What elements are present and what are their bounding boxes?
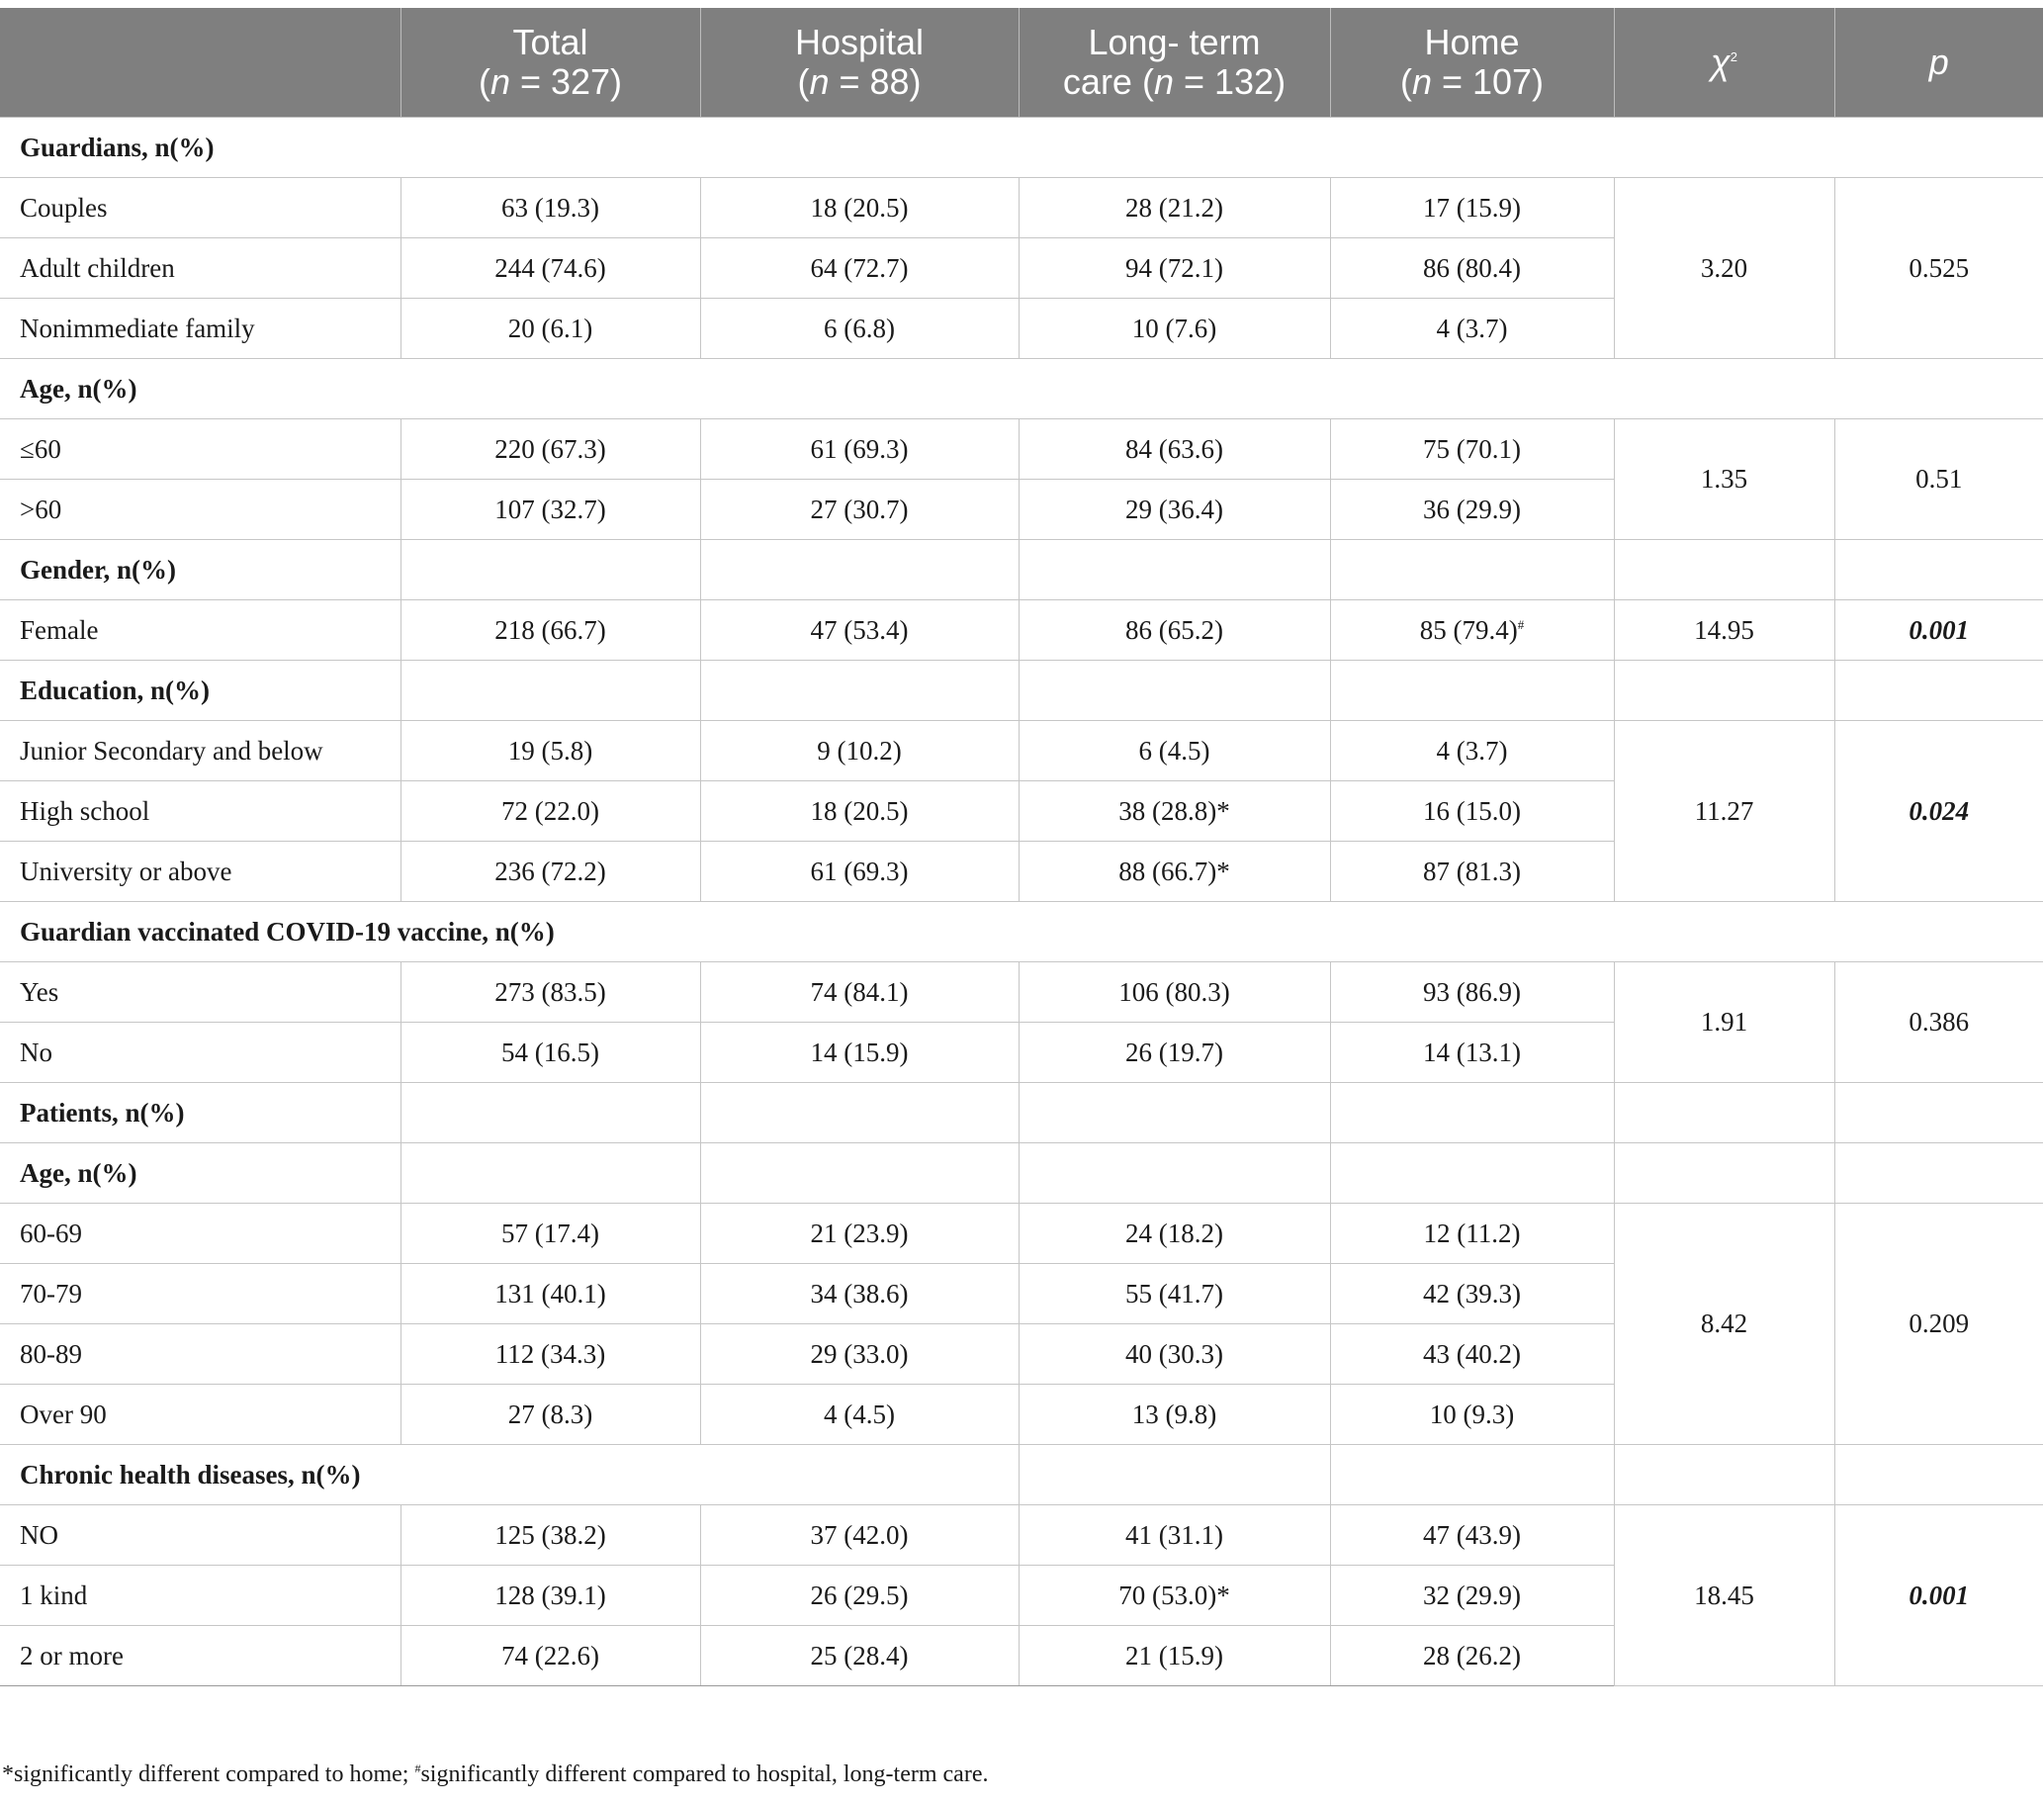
header-total-line1: Total	[512, 22, 588, 62]
row-label: 1 kind	[0, 1566, 400, 1626]
cell-empty	[1834, 1143, 2043, 1204]
cell-total: 74 (22.6)	[400, 1626, 700, 1686]
header-hospital-line2	[707, 62, 1013, 102]
cell-home: 16 (15.0)	[1330, 781, 1614, 842]
cell-total: 273 (83.5)	[400, 962, 700, 1023]
table-row	[0, 540, 2043, 600]
row-label: No	[0, 1023, 400, 1083]
row-label: Guardians, n(%)	[0, 118, 1330, 178]
header-chi-square	[1614, 8, 1834, 118]
header-row	[0, 8, 2043, 118]
cell-hospital: 37 (42.0)	[700, 1505, 1019, 1566]
header-ltc-line2	[1025, 62, 1324, 102]
cell-ltc: 28 (21.2)	[1019, 178, 1330, 238]
row-label: Patients, n(%)	[0, 1083, 400, 1143]
cell-home: 4 (3.7)	[1330, 721, 1614, 781]
cell-p-value: 0.001	[1834, 600, 2043, 661]
cell-ltc: 21 (15.9)	[1019, 1626, 1330, 1686]
cell-empty	[1614, 1083, 1834, 1143]
cell-total: 218 (66.7)	[400, 600, 700, 661]
header-hospital-n: n	[809, 61, 830, 102]
cell-total: 220 (67.3)	[400, 419, 700, 480]
cell-empty	[1019, 540, 1330, 600]
header-hospital-line1: Hospital	[794, 22, 925, 62]
cell-p-value: 0.209	[1834, 1204, 2043, 1445]
cell-hospital: 61 (69.3)	[700, 419, 1019, 480]
cell-total: 112 (34.3)	[400, 1324, 700, 1385]
cell-empty	[1614, 540, 1834, 600]
cell-empty	[700, 1083, 1019, 1143]
row-label: NO	[0, 1505, 400, 1566]
cell-ltc: 88 (66.7)*	[1019, 842, 1330, 902]
cell-home: 14 (13.1)	[1330, 1023, 1614, 1083]
row-label: 60-69	[0, 1204, 400, 1264]
row-label: Age, n(%)	[0, 1143, 400, 1204]
header-long-term-care	[1019, 8, 1330, 118]
table-row	[0, 1505, 2043, 1566]
table-body	[0, 118, 2043, 1686]
cell-ltc: 106 (80.3)	[1019, 962, 1330, 1023]
cell-empty	[400, 1083, 700, 1143]
cell-p-value: 0.525	[1834, 178, 2043, 359]
row-blank	[1330, 118, 2043, 178]
cell-hospital: 64 (72.7)	[700, 238, 1019, 299]
cell-home: 28 (26.2)	[1330, 1626, 1614, 1686]
cell-chi-square: 14.95	[1614, 600, 1834, 661]
cell-empty	[1330, 1445, 1614, 1505]
cell-home: 32 (29.9)	[1330, 1566, 1614, 1626]
cell-hospital: 29 (33.0)	[700, 1324, 1019, 1385]
cell-empty	[1330, 540, 1614, 600]
table-row	[0, 419, 2043, 480]
cell-total: 72 (22.0)	[400, 781, 700, 842]
cell-home: 75 (70.1)	[1330, 419, 1614, 480]
cell-empty	[1019, 1083, 1330, 1143]
cell-hospital: 61 (69.3)	[700, 842, 1019, 902]
row-label: High school	[0, 781, 400, 842]
header-home-n: n	[1411, 61, 1432, 102]
row-label: Chronic health diseases, n(%)	[0, 1445, 1019, 1505]
cell-ltc: 94 (72.1)	[1019, 238, 1330, 299]
cell-home: 87 (81.3)	[1330, 842, 1614, 902]
cell-chi-square: 8.42	[1614, 1204, 1834, 1445]
header-total-n: n	[489, 61, 510, 102]
cell-total: 125 (38.2)	[400, 1505, 700, 1566]
cell-hospital: 25 (28.4)	[700, 1626, 1019, 1686]
cell-empty	[1330, 1143, 1614, 1204]
cell-total: 107 (32.7)	[400, 480, 700, 540]
cell-ltc: 40 (30.3)	[1019, 1324, 1330, 1385]
table-row	[0, 661, 2043, 721]
row-label: ≤60	[0, 419, 400, 480]
table-row	[0, 1204, 2043, 1264]
table-row	[0, 178, 2043, 238]
table-row	[0, 1445, 2043, 1505]
table-row	[0, 600, 2043, 661]
row-label: 80-89	[0, 1324, 400, 1385]
row-label: Education, n(%)	[0, 661, 400, 721]
cell-p-value: 0.386	[1834, 962, 2043, 1083]
row-label: Female	[0, 600, 400, 661]
table-row	[0, 721, 2043, 781]
row-label: University or above	[0, 842, 400, 902]
cell-ltc: 84 (63.6)	[1019, 419, 1330, 480]
header-hospital-open: (	[797, 61, 810, 102]
table-footnote	[2, 1761, 2039, 1788]
footnote-part1: *significantly different compared to home;	[2, 1761, 415, 1787]
header-chi-superscript: 2	[1730, 49, 1737, 64]
cell-hospital: 34 (38.6)	[700, 1264, 1019, 1324]
cell-total: 236 (72.2)	[400, 842, 700, 902]
row-label: Gender, n(%)	[0, 540, 400, 600]
cell-total: 19 (5.8)	[400, 721, 700, 781]
cell-total: 54 (16.5)	[400, 1023, 700, 1083]
cell-ltc: 70 (53.0)*	[1019, 1566, 1330, 1626]
cell-home: 47 (43.9)	[1330, 1505, 1614, 1566]
header-home-open: (	[1399, 61, 1412, 102]
header-ltc-n: n	[1153, 61, 1174, 102]
header-home-count: = 107)	[1431, 61, 1545, 102]
cell-ltc: 24 (18.2)	[1019, 1204, 1330, 1264]
row-label: Nonimmediate family	[0, 299, 400, 359]
header-ltc-open: care (	[1062, 61, 1154, 102]
table-row	[0, 902, 2043, 962]
cell-empty	[700, 540, 1019, 600]
cell-hospital: 47 (53.4)	[700, 600, 1019, 661]
cell-empty	[1614, 661, 1834, 721]
cell-total: 131 (40.1)	[400, 1264, 700, 1324]
cell-chi-square: 11.27	[1614, 721, 1834, 902]
cell-chi-square: 1.35	[1614, 419, 1834, 540]
cell-empty	[1019, 661, 1330, 721]
cell-empty	[1614, 1445, 1834, 1505]
header-hospital-count: = 88)	[829, 61, 922, 102]
header-home-line1: Home	[1424, 22, 1520, 62]
footnote-superscript: #	[414, 1761, 421, 1775]
cell-p-value: 0.001	[1834, 1505, 2043, 1686]
cell-empty	[1614, 1143, 1834, 1204]
row-label: 70-79	[0, 1264, 400, 1324]
cell-empty	[1330, 661, 1614, 721]
cell-empty	[700, 661, 1019, 721]
cell-hospital: 27 (30.7)	[700, 480, 1019, 540]
cell-home: 36 (29.9)	[1330, 480, 1614, 540]
row-label: >60	[0, 480, 400, 540]
cell-home: 86 (80.4)	[1330, 238, 1614, 299]
cell-hospital: 21 (23.9)	[700, 1204, 1019, 1264]
cell-empty	[1019, 1445, 1330, 1505]
row-label: Yes	[0, 962, 400, 1023]
header-total-count: = 327)	[509, 61, 623, 102]
cell-ltc: 26 (19.7)	[1019, 1023, 1330, 1083]
cell-ltc: 38 (28.8)*	[1019, 781, 1330, 842]
cell-home: 42 (39.3)	[1330, 1264, 1614, 1324]
cell-p-value: 0.024	[1834, 721, 2043, 902]
header-ltc-line1: Long- term	[1088, 22, 1261, 62]
header-chi-symbol: χ	[1711, 42, 1731, 82]
cell-ltc: 55 (41.7)	[1019, 1264, 1330, 1324]
cell-hospital: 9 (10.2)	[700, 721, 1019, 781]
header-hospital	[700, 8, 1019, 118]
header-total	[400, 8, 700, 118]
cell-total: 27 (8.3)	[400, 1385, 700, 1445]
header-total-open: (	[478, 61, 490, 102]
row-label: Age, n(%)	[0, 359, 2043, 419]
characteristics-table	[0, 8, 2043, 1686]
cell-home: 12 (11.2)	[1330, 1204, 1614, 1264]
cell-home: 4 (3.7)	[1330, 299, 1614, 359]
table-row	[0, 359, 2043, 419]
cell-p-value: 0.51	[1834, 419, 2043, 540]
cell-hospital: 6 (6.8)	[700, 299, 1019, 359]
cell-ltc: 6 (4.5)	[1019, 721, 1330, 781]
row-label: Guardian vaccinated COVID-19 vaccine, n(%)	[0, 902, 2043, 962]
cell-ltc: 13 (9.8)	[1019, 1385, 1330, 1445]
row-label: 2 or more	[0, 1626, 400, 1686]
footnote-part2: significantly different compared to hospital, long-term care.	[420, 1761, 989, 1787]
cell-chi-square: 1.91	[1614, 962, 1834, 1083]
row-label: Adult children	[0, 238, 400, 299]
cell-ltc: 10 (7.6)	[1019, 299, 1330, 359]
cell-ltc: 41 (31.1)	[1019, 1505, 1330, 1566]
cell-empty	[1019, 1143, 1330, 1204]
table-row	[0, 962, 2043, 1023]
row-label: Over 90	[0, 1385, 400, 1445]
cell-home: 17 (15.9)	[1330, 178, 1614, 238]
cell-hospital: 18 (20.5)	[700, 178, 1019, 238]
header-total-line2	[407, 62, 694, 102]
cell-home: 93 (86.9)	[1330, 962, 1614, 1023]
table-row	[0, 1143, 2043, 1204]
header-home-line2	[1337, 62, 1608, 102]
header-blank	[0, 8, 400, 118]
cell-empty	[1834, 540, 2043, 600]
cell-hospital: 4 (4.5)	[700, 1385, 1019, 1445]
cell-empty	[700, 1143, 1019, 1204]
cell-ltc: 29 (36.4)	[1019, 480, 1330, 540]
cell-empty	[1330, 1083, 1614, 1143]
header-p-symbol: p	[1928, 42, 1949, 82]
cell-total: 20 (6.1)	[400, 299, 700, 359]
header-p-value	[1834, 8, 2043, 118]
cell-total: 244 (74.6)	[400, 238, 700, 299]
cell-hospital: 14 (15.9)	[700, 1023, 1019, 1083]
cell-empty	[1834, 661, 2043, 721]
cell-total: 57 (17.4)	[400, 1204, 700, 1264]
table-row	[0, 118, 2043, 178]
cell-empty	[1834, 1445, 2043, 1505]
row-label: Junior Secondary and below	[0, 721, 400, 781]
cell-home-superscript: #	[1517, 616, 1525, 632]
cell-ltc: 86 (65.2)	[1019, 600, 1330, 661]
row-label: Couples	[0, 178, 400, 238]
table-row	[0, 1083, 2043, 1143]
cell-empty	[400, 540, 700, 600]
cell-hospital: 74 (84.1)	[700, 962, 1019, 1023]
cell-chi-square: 3.20	[1614, 178, 1834, 359]
cell-home	[1330, 600, 1614, 661]
cell-empty	[1834, 1083, 2043, 1143]
cell-empty	[400, 661, 700, 721]
cell-total: 63 (19.3)	[400, 178, 700, 238]
cell-chi-square: 18.45	[1614, 1505, 1834, 1686]
header-ltc-count: = 132)	[1173, 61, 1287, 102]
cell-hospital: 26 (29.5)	[700, 1566, 1019, 1626]
cell-hospital: 18 (20.5)	[700, 781, 1019, 842]
cell-home: 43 (40.2)	[1330, 1324, 1614, 1385]
header-home	[1330, 8, 1614, 118]
cell-total: 128 (39.1)	[400, 1566, 700, 1626]
cell-home: 10 (9.3)	[1330, 1385, 1614, 1445]
cell-empty	[400, 1143, 700, 1204]
cell-home-value: 85 (79.4)	[1419, 614, 1518, 645]
